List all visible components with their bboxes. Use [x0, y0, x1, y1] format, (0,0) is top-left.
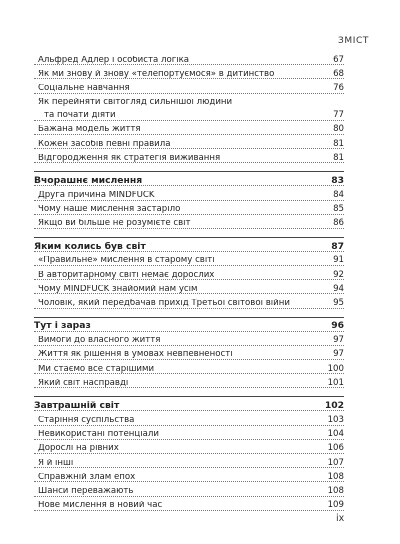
toc-entry-page: 81: [333, 152, 344, 163]
toc-entry-title: Справжній злам епох: [38, 472, 136, 482]
toc-entry: [34, 201, 344, 215]
toc-section-title: Завтрашній світ: [34, 401, 120, 411]
toc-entry-title: Бажана модель життя: [38, 125, 141, 134]
toc-section-page: 96: [331, 320, 344, 332]
toc-entry-page: 101: [327, 377, 344, 388]
toc-entry: [34, 426, 344, 440]
toc-entry-page: 91: [333, 255, 344, 266]
table-of-contents: [34, 51, 344, 511]
toc-entry: [34, 51, 344, 65]
toc-entry-title: Ми стаємо все старішими: [38, 364, 155, 374]
toc-entry: [34, 252, 344, 266]
toc-entry-page: 109: [327, 500, 344, 511]
toc-section-title: Вчорашнє мислення: [34, 176, 143, 186]
toc-entry-page: 68: [333, 68, 344, 79]
toc-entry-title: Шанси переважають: [38, 486, 134, 496]
toc-section-heading: [34, 171, 344, 186]
toc-entry: [34, 94, 344, 107]
toc-entry-page: 108: [327, 485, 344, 496]
toc-entry-page: 77: [333, 110, 344, 121]
toc-entry-page: 100: [327, 363, 344, 374]
toc-entry-title: Чому MINDFUCK знайомий нам усім: [38, 284, 198, 294]
toc-entry-title: Як перейняти світогляд сильнішої людини: [38, 97, 233, 107]
toc-entry: [34, 332, 344, 346]
toc-entry-page: 85: [333, 204, 344, 215]
toc-entry: [34, 65, 344, 79]
toc-entry: [34, 468, 344, 482]
toc-entry-title: Який світ насправді: [38, 378, 129, 388]
toc-entry-title: Нове мислення в новий час: [38, 501, 163, 510]
toc-entry-page: 104: [327, 429, 344, 440]
toc-section-heading: [34, 396, 344, 411]
toc-entry-title: Якщо ви більше не розумієте світ: [38, 219, 191, 228]
toc-entry-title: Чому наше мислення застаріло: [38, 205, 181, 214]
toc-entry-page: 108: [327, 471, 344, 482]
toc-entry-page: 103: [327, 414, 344, 425]
toc-entry-title: В авторитарному світі немає дорослих: [38, 270, 215, 280]
toc-entry: [34, 346, 344, 360]
toc-section-page: 83: [331, 175, 344, 187]
toc-entry: [34, 454, 344, 468]
toc-entry: [34, 121, 344, 135]
toc-entry-title: Відгородження як стратегія виживання: [38, 153, 221, 163]
toc-entry-title: Невикористані потенціали: [38, 430, 159, 439]
toc-section-title: Яким колись був світ: [34, 241, 146, 251]
toc-section-heading: [34, 317, 344, 332]
toc-entry-title: Дорослі на рівних: [38, 444, 119, 453]
toc-entry: [34, 411, 344, 425]
toc-entry-title: Соціальне навчання: [38, 83, 130, 93]
toc-entry: [34, 280, 344, 294]
toc-entry: [34, 497, 344, 511]
toc-entry: [34, 440, 344, 454]
toc-entry-title: Життя як рішення в умовах невпевненості: [38, 350, 233, 359]
toc-entry-title: «Правильне» мислення в старому світі: [38, 256, 215, 266]
toc-entry-page: 80: [333, 124, 344, 135]
toc-entry-page: 84: [333, 189, 344, 200]
toc-entry-title: Вимоги до власного життя: [38, 336, 161, 345]
toc-entry-title: Кожен засобів певні правила: [38, 139, 171, 149]
toc-entry-page: 106: [327, 443, 344, 454]
toc-entry-title: Я й інші: [38, 458, 74, 468]
toc-entry-page: 94: [333, 283, 344, 294]
toc-section-page: 102: [324, 400, 344, 412]
toc-entry-page: 97: [333, 335, 344, 346]
page-number: ix: [336, 513, 345, 524]
toc-entry-page: 107: [327, 457, 344, 468]
toc-section-heading: [34, 237, 344, 252]
running-head: ЗМІСТ: [338, 36, 369, 46]
toc-entry-title: та почати діяти: [44, 111, 116, 120]
toc-entry: [34, 186, 344, 200]
toc-entry: [34, 360, 344, 374]
toc-entry-title: Чоловік, який передбачав прихід Третьої світової війни: [38, 299, 290, 308]
toc-entry: [34, 107, 344, 121]
toc-entry: [34, 374, 344, 388]
toc-entry-title: Друга причина MINDFUCK: [38, 190, 155, 200]
toc-entry: [34, 149, 344, 163]
toc-entry: [34, 79, 344, 93]
toc-entry-title: Як ми знову й знову «телепортуємося» в дитинство: [38, 69, 275, 79]
toc-entry-page: 76: [333, 82, 344, 93]
toc-entry-page: 86: [333, 218, 344, 229]
toc-section-title: Тут і зараз: [34, 321, 91, 331]
toc-entry: [34, 482, 344, 496]
toc-entry: [34, 266, 344, 280]
toc-entry-page: 92: [333, 269, 344, 280]
toc-entry: [34, 215, 344, 229]
toc-entry-page: 67: [333, 54, 344, 65]
toc-entry-title: Старіння суспільства: [38, 415, 135, 425]
toc-entry-page: 81: [333, 138, 344, 149]
toc-section-page: 87: [331, 240, 344, 252]
toc-entry-page: 97: [333, 349, 344, 360]
toc-entry-page: 95: [333, 298, 344, 309]
toc-entry-title: Альфред Адлер і особиста логіка: [38, 55, 190, 65]
toc-entry: [34, 135, 344, 149]
toc-entry: [34, 294, 344, 308]
